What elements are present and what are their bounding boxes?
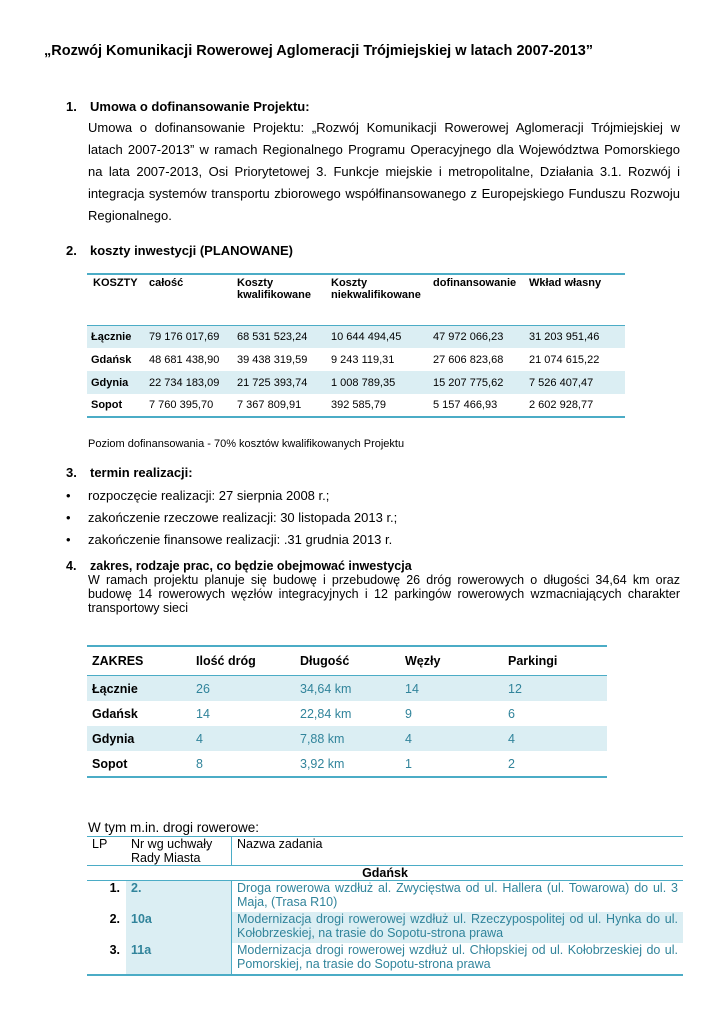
cost-cell: 68 531 523,24: [233, 325, 327, 348]
cost-cell: Gdynia: [87, 371, 145, 394]
roads-intro: W tym m.in. drogi rowerowe:: [88, 820, 260, 835]
bullet-icon: •: [66, 532, 71, 547]
roads-table-header: [87, 837, 683, 866]
list-item: [66, 510, 397, 525]
cost-cell: 21 725 393,74: [233, 371, 327, 394]
scope-table: [87, 645, 607, 778]
cost-cell: 22 734 183,09: [145, 371, 233, 394]
scope-header-cell: Długość: [295, 646, 400, 676]
table-row: [87, 348, 625, 371]
scope-cell: 34,64 km: [295, 676, 400, 702]
cost-header-cell: dofinansowanie: [429, 274, 525, 321]
roads-cell: 3.: [87, 943, 126, 975]
section-3-heading: [66, 465, 193, 480]
cost-cell: 1 008 789,35: [327, 371, 429, 394]
section-1-number: 1.: [66, 99, 77, 114]
cost-cell: 21 074 615,22: [529, 353, 600, 366]
scope-cell: Łącznie: [87, 676, 191, 702]
cost-cell: 15 207 775,62: [429, 371, 525, 394]
list-item: [66, 532, 392, 547]
scope-header-cell: Parkingi: [503, 646, 607, 676]
funding-note: Poziom dofinansowania - 70% kosztów kwalifikowanych Projektu: [88, 438, 405, 450]
scope-cell: Gdańsk: [92, 706, 138, 721]
roads-header-cell: Nr wg uchwały Rady Miasta: [126, 837, 232, 866]
list-item-text: rozpoczęcie realizacji: 27 sierpnia 2008 r.;: [88, 488, 330, 503]
cost-cell: 5 157 466,93: [429, 394, 525, 417]
scope-cell: 3,92 km: [295, 751, 400, 777]
list-item-text: zakończenie rzeczowe realizacji: 30 listopada 2013 r.;: [88, 510, 398, 525]
scope-cell: 7,88 km: [295, 726, 400, 751]
roads-cell: 1.: [109, 881, 120, 895]
scope-cell: Gdynia: [87, 726, 191, 751]
cost-header-cell: całość: [145, 274, 233, 321]
cost-cell: 392 585,79: [327, 394, 429, 417]
cost-cell: 7 526 407,47: [525, 371, 625, 394]
scope-cell: 22,84 km: [300, 706, 352, 721]
section-1-heading: [66, 99, 310, 114]
roads-cell: Modernizacja drogi rowerowej wzdłuż ul. Rzeczypospolitej od ul. Hynka do ul. Kołobrzeskiej, na trasie do Sopotu-strona prawa: [232, 912, 684, 943]
cost-cell: 39 438 319,59: [237, 353, 308, 366]
table-row: [87, 912, 683, 943]
cost-header-cell: Wkład własny: [525, 274, 625, 321]
scope-cell: 14: [196, 706, 210, 721]
table-row: [87, 726, 607, 751]
cost-cell: 31 203 951,46: [525, 325, 625, 348]
roads-cell: 10a: [126, 912, 232, 943]
table-row: [87, 371, 625, 394]
roads-group-row: [87, 866, 683, 881]
roads-cell: 11a: [126, 943, 232, 975]
roads-cell: Droga rowerowa wzdłuż al. Zwycięstwa od ul. Hallera (ul. Towarowa) do ul. 3 Maja, (Trasa R10): [232, 881, 684, 913]
table-row: [87, 881, 683, 913]
section-3-number: 3.: [66, 465, 77, 480]
scope-cell: 14: [400, 676, 503, 702]
scope-cell: 12: [503, 676, 607, 702]
cost-header-cell: KOSZTY: [87, 274, 145, 321]
scope-cell: 4: [503, 726, 607, 751]
bullet-icon: •: [66, 488, 71, 503]
scope-cell: 26: [191, 676, 295, 702]
cost-cell: 10 644 494,45: [327, 325, 429, 348]
list-item: [66, 488, 329, 503]
section-2-number: 2.: [66, 243, 77, 258]
scope-cell: 8: [191, 751, 295, 777]
section-4-title: zakres, rodzaje prac, co będzie obejmować inwestycja: [90, 559, 412, 573]
table-row: [87, 751, 607, 777]
cost-cell: Sopot: [87, 394, 145, 417]
cost-header-cell: Koszty niekwalifikowane: [327, 274, 429, 321]
cost-cell: 47 972 066,23: [429, 325, 525, 348]
scope-header-cell: ZAKRES: [87, 646, 191, 676]
scope-cell: Sopot: [87, 751, 191, 777]
section-1-title: Umowa o dofinansowanie Projektu:: [90, 99, 310, 114]
cost-cell: 7 760 395,70: [145, 394, 233, 417]
cost-cell: 9 243 119,31: [331, 353, 395, 366]
scope-header-cell: Ilość dróg: [191, 646, 295, 676]
section-4-body: W ramach projektu planuje się budowę i przebudowę 26 dróg rowerowych o długości 34,64 km oraz budowę 14 rowerowych węzłów integracyjnych i 12 parkingów rowerowych wzmacniających charakter transportowy sieci: [88, 573, 680, 615]
roads-table: [87, 836, 683, 976]
scope-cell: 4: [191, 726, 295, 751]
roads-cell: 2.: [109, 912, 120, 926]
cost-cell: 79 176 017,69: [145, 325, 233, 348]
table-row: [87, 701, 607, 726]
cost-header-cell: Koszty kwalifikowane: [233, 274, 327, 321]
roads-header-cell: Nazwa zadania: [232, 837, 684, 866]
scope-table-header: [87, 646, 607, 676]
cost-cell: Łącznie: [87, 325, 145, 348]
roads-cell: Modernizacja drogi rowerowej wzdłuż ul. Chłopskiej od ul. Kołobrzeskiej do ul. Pomorskiej, na trasie do Sopotu-strona prawa: [232, 943, 684, 975]
cost-cell: Gdańsk: [91, 353, 132, 366]
bullet-icon: •: [66, 510, 71, 525]
scope-cell: 2: [503, 751, 607, 777]
cost-cell: 2 602 928,77: [525, 394, 625, 417]
section-4-number: 4.: [66, 559, 77, 573]
table-row: [87, 676, 607, 702]
scope-cell: 1: [400, 751, 503, 777]
roads-cell: 2.: [126, 881, 232, 913]
section-4-heading: [66, 559, 412, 573]
section-2-heading: [66, 243, 293, 258]
section-3-title: termin realizacji:: [90, 465, 193, 480]
table-row: [87, 325, 625, 348]
scope-cell: 6: [508, 706, 515, 721]
scope-cell: 9: [405, 706, 412, 721]
cost-cell: 48 681 438,90: [149, 353, 220, 366]
section-1-body: Umowa o dofinansowanie Projektu: „Rozwój Komunikacji Rowerowej Aglomeracji Trójmiejskiej w latach 2007-2013” w ramach Regionalnego Programu Operacyjnego dla Województwa Pomorskiego na lata 2007-2013, Osi Priorytetowej 3. Funkcje miejskie i metropolitalne, Działania 3.1. Rozwój i integracja systemów transportu zbiorowego współfinansowanego z Europejskiego Funduszu Rozwoju Regionalnego.: [88, 120, 680, 223]
scope-header-cell: Węzły: [400, 646, 503, 676]
cost-cell: 7 367 809,91: [233, 394, 327, 417]
list-item-text: zakończenie finansowe realizacji: .31 grudnia 2013 r.: [88, 532, 393, 547]
table-row: [87, 394, 625, 417]
cost-table-header: [87, 274, 625, 321]
roads-group-label: Gdańsk: [87, 866, 683, 881]
cost-table: [87, 273, 625, 418]
section-2-title: koszty inwestycji (PLANOWANE): [90, 243, 293, 258]
cost-cell: 27 606 823,68: [433, 353, 504, 366]
roads-header-cell: LP: [87, 837, 126, 866]
table-row: [87, 943, 683, 975]
scope-cell: 4: [400, 726, 503, 751]
page-title: „Rozwój Komunikacji Rowerowej Aglomeracji Trójmiejskiej w latach 2007-2013”: [44, 43, 594, 59]
